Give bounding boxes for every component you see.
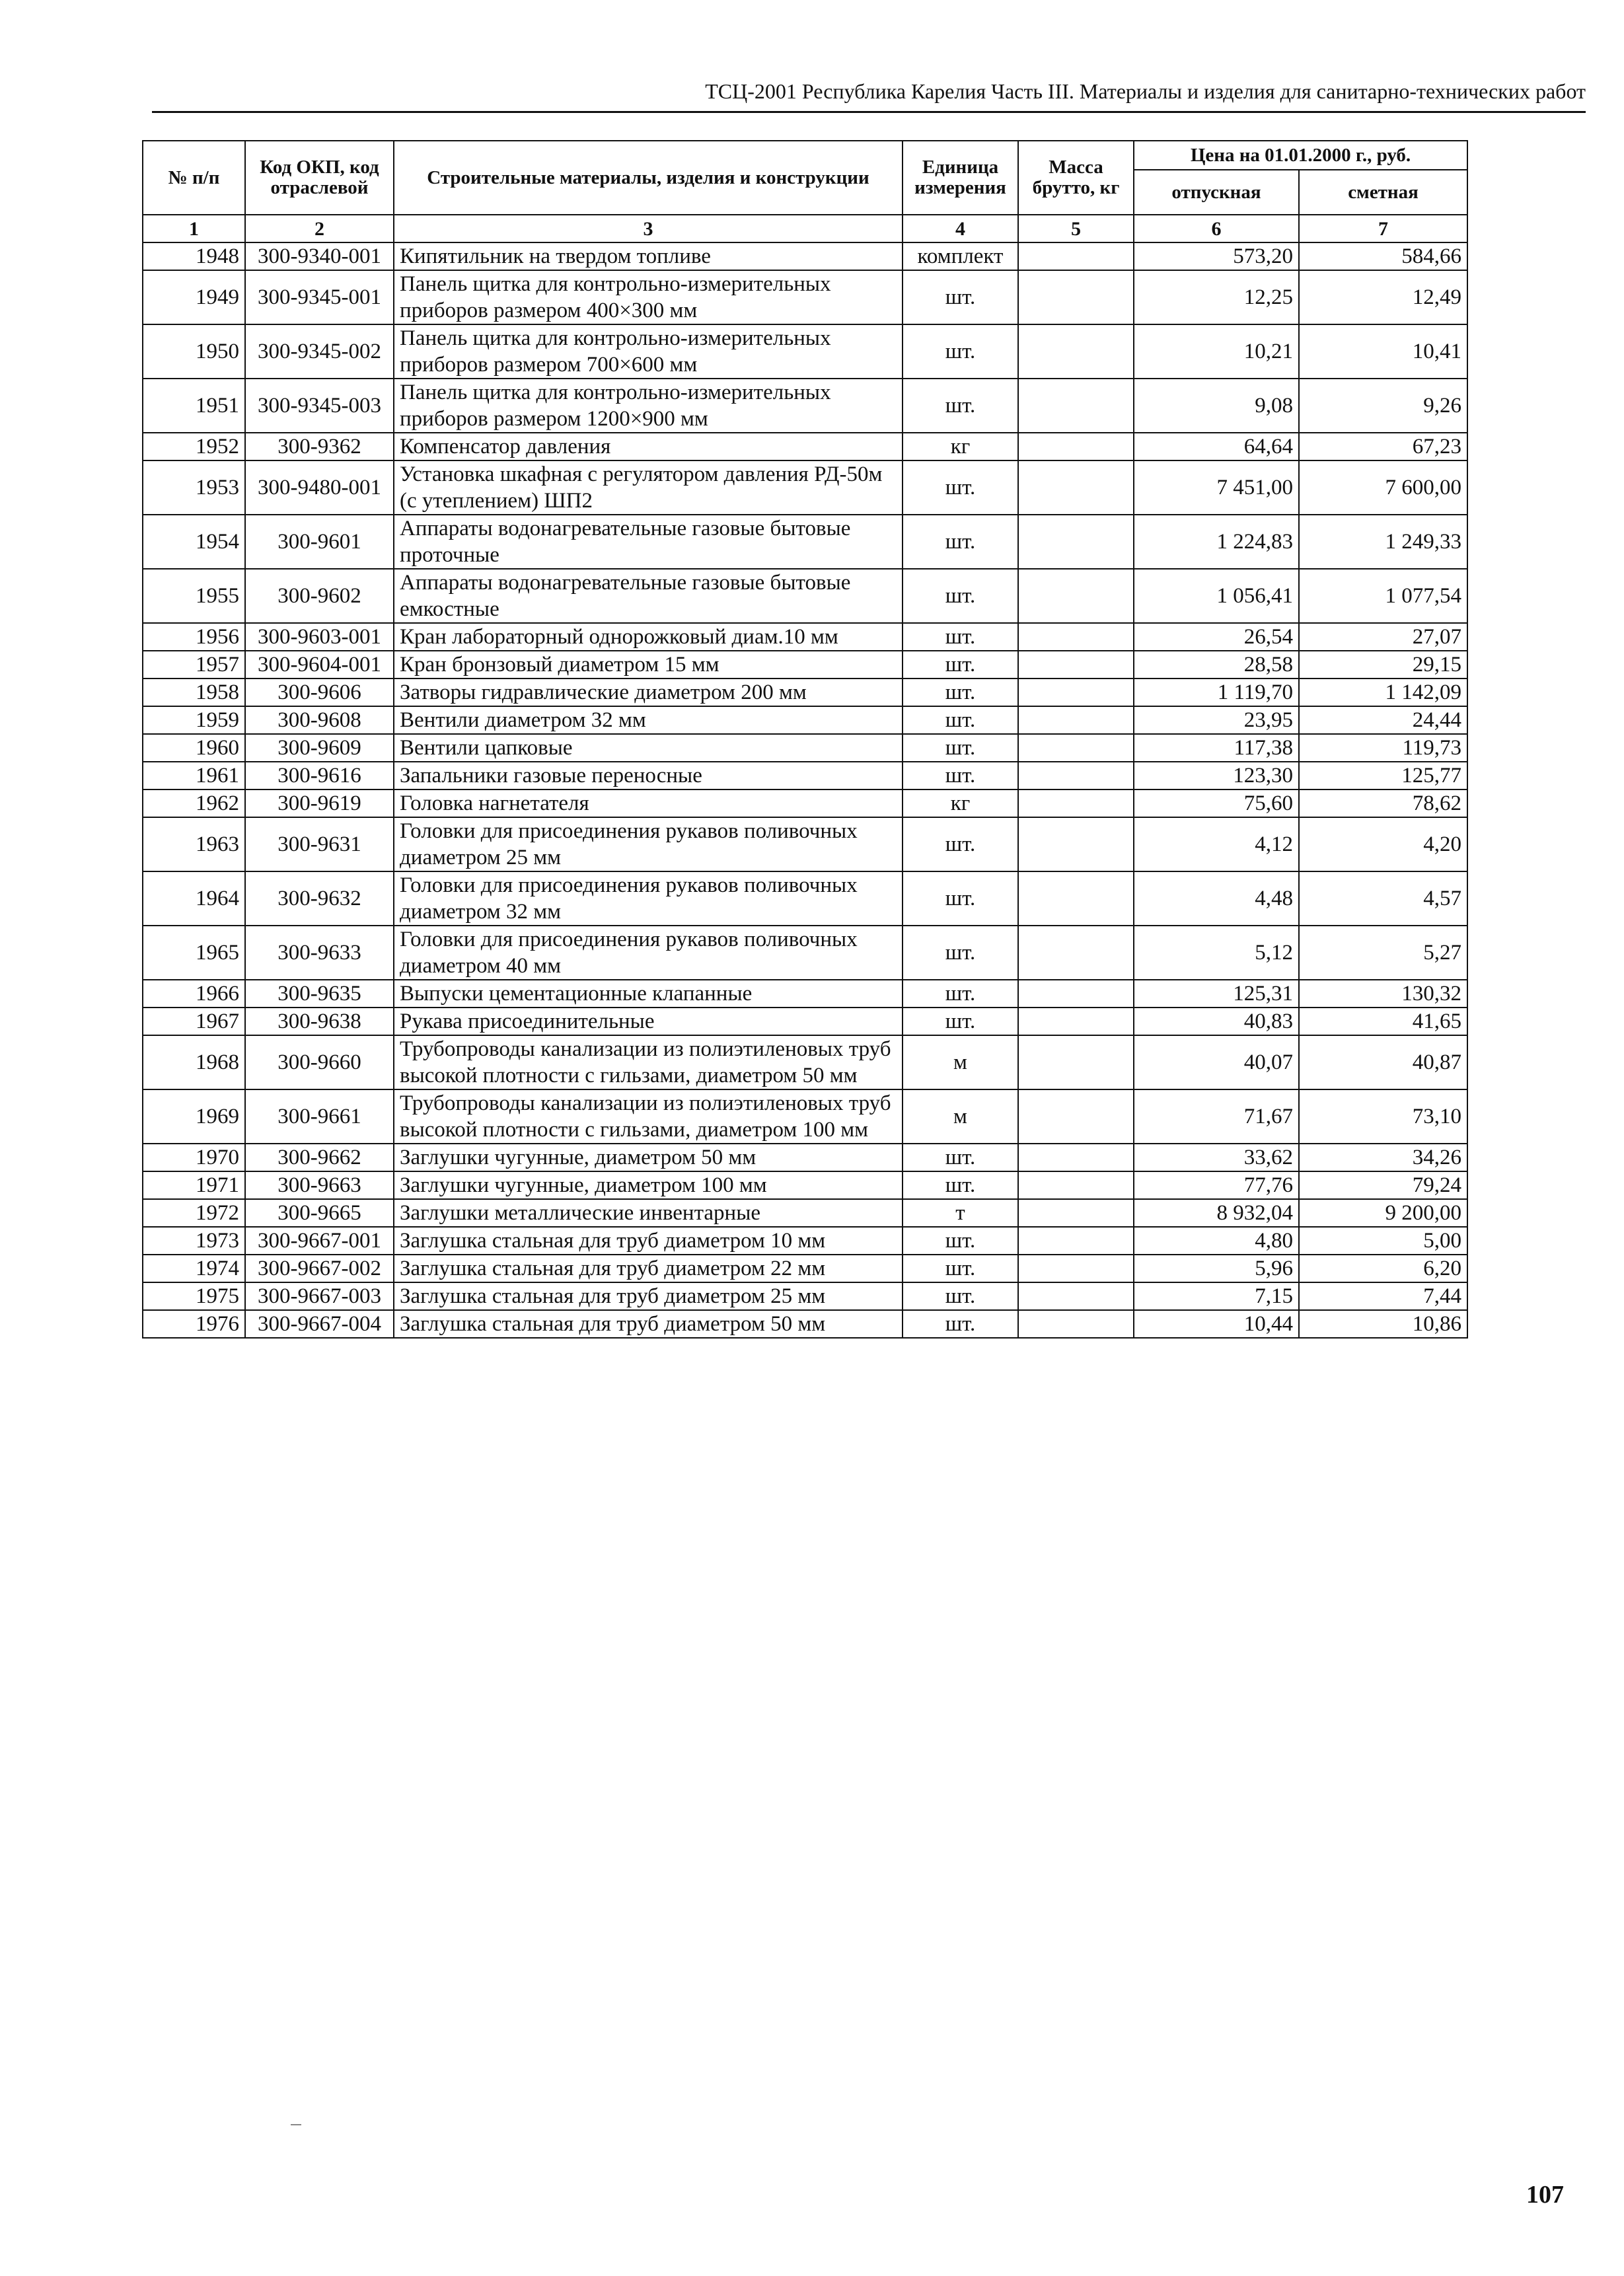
row-number: 1953 [143,460,245,515]
row-number: 1952 [143,433,245,460]
price-release: 4,80 [1134,1227,1299,1255]
okp-code: 300-9633 [245,926,394,980]
price-estimate: 130,32 [1299,980,1467,1008]
unit: шт. [903,460,1018,515]
unit: шт. [903,1227,1018,1255]
material-name: Панель щитка для контрольно-измерительных приборов размером 400×300 мм [394,270,903,324]
material-name: Заглушка стальная для труб диаметром 25 мм [394,1282,903,1310]
table-row [143,762,1467,789]
okp-code: 300-9345-002 [245,324,394,379]
okp-code: 300-9667-004 [245,1310,394,1338]
unit: м [903,1089,1018,1144]
table-row [143,379,1467,433]
unit: шт. [903,270,1018,324]
row-number: 1962 [143,789,245,817]
price-release: 4,48 [1134,871,1299,926]
column-number: 5 [1018,215,1134,242]
price-release: 77,76 [1134,1171,1299,1199]
material-name: Заглушка стальная для труб диаметром 22 мм [394,1255,903,1282]
row-number: 1965 [143,926,245,980]
column-number: 2 [245,215,394,242]
table-row [143,270,1467,324]
price-release: 5,12 [1134,926,1299,980]
row-number: 1949 [143,270,245,324]
mass [1018,433,1134,460]
material-name: Компенсатор давления [394,433,903,460]
unit: м [903,1035,1018,1089]
header-mass: Масса брутто, кг [1018,141,1134,215]
mass [1018,623,1134,651]
material-name: Кипятильник на твердом топливе [394,242,903,270]
row-number: 1967 [143,1008,245,1035]
okp-code: 300-9601 [245,515,394,569]
mass [1018,270,1134,324]
material-name: Затворы гидравлические диаметром 200 мм [394,679,903,706]
row-number: 1955 [143,569,245,623]
page-number: 107 [1526,2181,1564,2209]
price-release: 9,08 [1134,379,1299,433]
price-estimate: 9 200,00 [1299,1199,1467,1227]
price-estimate: 12,49 [1299,270,1467,324]
price-estimate: 73,10 [1299,1089,1467,1144]
price-release: 7 451,00 [1134,460,1299,515]
row-number: 1956 [143,623,245,651]
mass [1018,817,1134,871]
price-estimate: 5,27 [1299,926,1467,980]
column-number: 4 [903,215,1018,242]
row-number: 1954 [143,515,245,569]
material-name: Аппараты водонагревательные газовые бытовые проточные [394,515,903,569]
okp-code: 300-9602 [245,569,394,623]
table-row [143,1144,1467,1171]
row-number: 1951 [143,379,245,433]
row-number: 1963 [143,817,245,871]
table-row [143,1310,1467,1338]
price-estimate: 7 600,00 [1299,460,1467,515]
mass [1018,1035,1134,1089]
stray-mark [291,2124,301,2125]
material-name: Трубопроводы канализации из полиэтиленовых труб высокой плотности с гильзами, диаметром 100 мм [394,1089,903,1144]
material-name: Установка шкафная с регулятором давления РД-50м (с утеплением) ШП2 [394,460,903,515]
price-release: 10,44 [1134,1310,1299,1338]
price-estimate: 4,20 [1299,817,1467,871]
unit: шт. [903,926,1018,980]
table-row [143,1008,1467,1035]
price-release: 573,20 [1134,242,1299,270]
price-release: 64,64 [1134,433,1299,460]
mass [1018,1310,1134,1338]
material-name: Вентили диаметром 32 мм [394,706,903,734]
price-release: 1 056,41 [1134,569,1299,623]
price-estimate: 79,24 [1299,1171,1467,1199]
table-row [143,1227,1467,1255]
price-release: 7,15 [1134,1282,1299,1310]
unit: шт. [903,651,1018,679]
running-header: ТСЦ-2001 Республика Карелия Часть III. Материалы и изделия для санитарно-технических работ [705,79,1586,103]
header-num: № п/п [143,141,245,215]
row-number: 1959 [143,706,245,734]
table-row [143,433,1467,460]
table-row [143,706,1467,734]
okp-code: 300-9345-001 [245,270,394,324]
unit: шт. [903,324,1018,379]
unit: кг [903,789,1018,817]
material-name: Головки для присоединения рукавов поливочных диаметром 40 мм [394,926,903,980]
unit: шт. [903,679,1018,706]
unit: комплект [903,242,1018,270]
table-row [143,789,1467,817]
unit: шт. [903,980,1018,1008]
row-number: 1964 [143,871,245,926]
unit: шт. [903,379,1018,433]
mass [1018,242,1134,270]
mass [1018,515,1134,569]
material-name: Кран бронзовый диаметром 15 мм [394,651,903,679]
mass [1018,569,1134,623]
table-row [143,926,1467,980]
mass [1018,789,1134,817]
column-number: 6 [1134,215,1299,242]
price-estimate: 1 142,09 [1299,679,1467,706]
header-price-group: Цена на 01.01.2000 г., руб. [1134,141,1467,170]
material-name: Головка нагнетателя [394,789,903,817]
material-name: Кран лабораторный однорожковый диам.10 мм [394,623,903,651]
mass [1018,1144,1134,1171]
table-row [143,569,1467,623]
okp-code: 300-9616 [245,762,394,789]
material-name: Заглушка стальная для труб диаметром 10 мм [394,1227,903,1255]
okp-code: 300-9638 [245,1008,394,1035]
table-row [143,651,1467,679]
price-release: 23,95 [1134,706,1299,734]
okp-code: 300-9632 [245,871,394,926]
row-number: 1958 [143,679,245,706]
row-number: 1966 [143,980,245,1008]
okp-code: 300-9665 [245,1199,394,1227]
mass [1018,762,1134,789]
table-row [143,980,1467,1008]
mass [1018,324,1134,379]
unit: шт. [903,734,1018,762]
row-number: 1950 [143,324,245,379]
material-name: Трубопроводы канализации из полиэтиленовых труб высокой плотности с гильзами, диаметром 50 мм [394,1035,903,1089]
price-estimate: 5,00 [1299,1227,1467,1255]
unit: шт. [903,623,1018,651]
mass [1018,1282,1134,1310]
price-release: 33,62 [1134,1144,1299,1171]
okp-code: 300-9606 [245,679,394,706]
unit: т [903,1199,1018,1227]
header-okp-code: Код ОКП, код отраслевой [245,141,394,215]
mass [1018,706,1134,734]
row-number: 1960 [143,734,245,762]
price-release: 5,96 [1134,1255,1299,1282]
unit: шт. [903,1310,1018,1338]
price-table-body [143,242,1467,1338]
price-table [142,140,1468,1339]
row-number: 1976 [143,1310,245,1338]
material-name: Головки для присоединения рукавов поливочных диаметром 32 мм [394,871,903,926]
column-number: 1 [143,215,245,242]
okp-code: 300-9631 [245,817,394,871]
mass [1018,926,1134,980]
unit: шт. [903,762,1018,789]
table-row [143,623,1467,651]
okp-code: 300-9662 [245,1144,394,1171]
table-row [143,1255,1467,1282]
mass [1018,651,1134,679]
price-release: 12,25 [1134,270,1299,324]
header-unit: Единица измерения [903,141,1018,215]
unit: шт. [903,1282,1018,1310]
price-estimate: 4,57 [1299,871,1467,926]
column-number: 3 [394,215,903,242]
price-estimate: 40,87 [1299,1035,1467,1089]
price-release: 40,83 [1134,1008,1299,1035]
table-row [143,1035,1467,1089]
price-release: 117,38 [1134,734,1299,762]
okp-code: 300-9345-003 [245,379,394,433]
price-estimate: 78,62 [1299,789,1467,817]
table-row [143,1089,1467,1144]
material-name: Вентили цапковые [394,734,903,762]
price-estimate: 34,26 [1299,1144,1467,1171]
unit: шт. [903,1144,1018,1171]
unit: шт. [903,871,1018,926]
price-release: 125,31 [1134,980,1299,1008]
header-rule [152,111,1586,113]
table-row [143,324,1467,379]
column-number-row [143,215,1467,242]
row-number: 1968 [143,1035,245,1089]
header-price-release: отпускная [1134,170,1299,215]
column-number: 7 [1299,215,1467,242]
price-release: 8 932,04 [1134,1199,1299,1227]
mass [1018,1089,1134,1144]
price-release: 10,21 [1134,324,1299,379]
price-release: 26,54 [1134,623,1299,651]
mass [1018,980,1134,1008]
table-row [143,460,1467,515]
row-number: 1970 [143,1144,245,1171]
material-name: Заглушка стальная для труб диаметром 50 мм [394,1310,903,1338]
price-estimate: 27,07 [1299,623,1467,651]
okp-code: 300-9603-001 [245,623,394,651]
table-row [143,1171,1467,1199]
okp-code: 300-9635 [245,980,394,1008]
material-name: Панель щитка для контрольно-измерительных приборов размером 700×600 мм [394,324,903,379]
price-estimate: 29,15 [1299,651,1467,679]
price-estimate: 1 077,54 [1299,569,1467,623]
price-estimate: 7,44 [1299,1282,1467,1310]
price-estimate: 6,20 [1299,1255,1467,1282]
price-release: 40,07 [1134,1035,1299,1089]
material-name: Рукава присоединительные [394,1008,903,1035]
material-name: Выпуски цементационные клапанные [394,980,903,1008]
material-name: Головки для присоединения рукавов поливочных диаметром 25 мм [394,817,903,871]
price-release: 123,30 [1134,762,1299,789]
price-release: 4,12 [1134,817,1299,871]
table-row [143,515,1467,569]
row-number: 1948 [143,242,245,270]
mass [1018,379,1134,433]
price-estimate: 9,26 [1299,379,1467,433]
table-row [143,1282,1467,1310]
okp-code: 300-9619 [245,789,394,817]
row-number: 1969 [143,1089,245,1144]
table-row [143,679,1467,706]
material-name: Заглушки чугунные, диаметром 100 мм [394,1171,903,1199]
mass [1018,734,1134,762]
price-estimate: 584,66 [1299,242,1467,270]
unit: шт. [903,515,1018,569]
price-estimate: 10,41 [1299,324,1467,379]
price-estimate: 125,77 [1299,762,1467,789]
unit: шт. [903,706,1018,734]
price-estimate: 1 249,33 [1299,515,1467,569]
material-name: Панель щитка для контрольно-измерительных приборов размером 1200×900 мм [394,379,903,433]
okp-code: 300-9609 [245,734,394,762]
price-release: 75,60 [1134,789,1299,817]
mass [1018,1199,1134,1227]
table-row [143,734,1467,762]
price-estimate: 67,23 [1299,433,1467,460]
okp-code: 300-9663 [245,1171,394,1199]
mass [1018,1255,1134,1282]
material-name: Заглушки металлические инвентарные [394,1199,903,1227]
unit: шт. [903,569,1018,623]
table-row [143,817,1467,871]
okp-code: 300-9608 [245,706,394,734]
row-number: 1957 [143,651,245,679]
price-release: 28,58 [1134,651,1299,679]
price-estimate: 41,65 [1299,1008,1467,1035]
okp-code: 300-9667-001 [245,1227,394,1255]
okp-code: 300-9660 [245,1035,394,1089]
row-number: 1972 [143,1199,245,1227]
row-number: 1974 [143,1255,245,1282]
unit: шт. [903,817,1018,871]
price-estimate: 119,73 [1299,734,1467,762]
okp-code: 300-9667-003 [245,1282,394,1310]
mass [1018,460,1134,515]
table-row [143,1199,1467,1227]
okp-code: 300-9667-002 [245,1255,394,1282]
okp-code: 300-9340-001 [245,242,394,270]
price-release: 71,67 [1134,1089,1299,1144]
table-row [143,871,1467,926]
price-estimate: 10,86 [1299,1310,1467,1338]
row-number: 1961 [143,762,245,789]
header-price-estimate: сметная [1299,170,1467,215]
mass [1018,1171,1134,1199]
okp-code: 300-9604-001 [245,651,394,679]
mass [1018,679,1134,706]
okp-code: 300-9661 [245,1089,394,1144]
price-estimate: 24,44 [1299,706,1467,734]
mass [1018,1227,1134,1255]
table-row [143,242,1467,270]
unit: шт. [903,1171,1018,1199]
row-number: 1971 [143,1171,245,1199]
material-name: Запальники газовые переносные [394,762,903,789]
price-release: 1 119,70 [1134,679,1299,706]
material-name: Заглушки чугунные, диаметром 50 мм [394,1144,903,1171]
material-name: Аппараты водонагревательные газовые бытовые емкостные [394,569,903,623]
unit: шт. [903,1008,1018,1035]
price-release: 1 224,83 [1134,515,1299,569]
row-number: 1973 [143,1227,245,1255]
header-material-name: Строительные материалы, изделия и конструкции [394,141,903,215]
unit: шт. [903,1255,1018,1282]
okp-code: 300-9480-001 [245,460,394,515]
mass [1018,871,1134,926]
unit: кг [903,433,1018,460]
okp-code: 300-9362 [245,433,394,460]
row-number: 1975 [143,1282,245,1310]
mass [1018,1008,1134,1035]
